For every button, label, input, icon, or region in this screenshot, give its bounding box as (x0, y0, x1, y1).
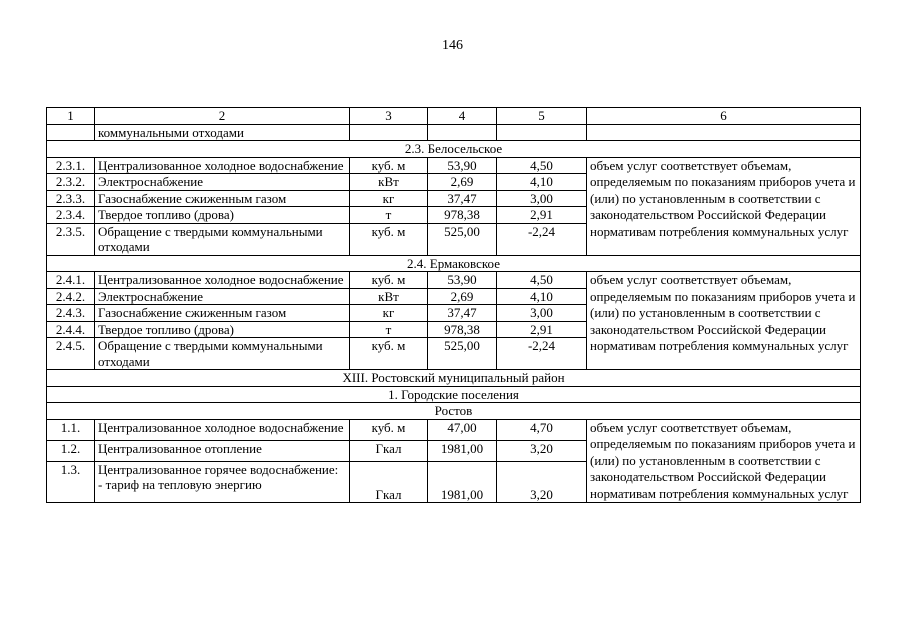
percent: 2,91 (497, 207, 587, 224)
service-name: Централизованное холодное водоснабжение (95, 272, 350, 289)
section-row (47, 370, 861, 387)
city-title: Ростов (47, 403, 861, 420)
row-number: 2.3.5. (47, 223, 95, 255)
value: 1981,00 (428, 461, 497, 502)
percent: 4,50 (497, 157, 587, 174)
table-row (47, 419, 861, 440)
service-name: Твердое топливо (дрова) (95, 321, 350, 338)
value: 525,00 (428, 338, 497, 370)
header-cell: 5 (497, 108, 587, 125)
unit: Гкал (350, 440, 428, 461)
tariff-table (46, 107, 861, 503)
percent: -2,24 (497, 338, 587, 370)
table-row (47, 157, 861, 174)
unit: куб. м (350, 223, 428, 255)
service-name-main: Централизованное горячее водоснабжение: (98, 461, 339, 477)
row-number: 2.3.3. (47, 190, 95, 207)
header-cell: 4 (428, 108, 497, 125)
percent: -2,24 (497, 223, 587, 255)
service-name: Централизованное холодное водоснабжение (95, 419, 350, 440)
service-name: Обращение с твердыми коммунальными отходами (95, 338, 350, 370)
service-name: Твердое топливо (дрова) (95, 207, 350, 224)
service-name: Централизованное холодное водоснабжение (95, 157, 350, 174)
header-cell: 3 (350, 108, 428, 125)
unit: кВт (350, 288, 428, 305)
row-number: 2.3.2. (47, 174, 95, 191)
value: 53,90 (428, 272, 497, 289)
header-row (47, 108, 861, 125)
district-title: XIII. Ростовский муниципальный район (47, 370, 861, 387)
value: 978,38 (428, 207, 497, 224)
percent: 3,20 (497, 461, 587, 502)
header-cell: 2 (95, 108, 350, 125)
unit: т (350, 321, 428, 338)
unit: куб. м (350, 157, 428, 174)
service-name: Электроснабжение (95, 174, 350, 191)
page-number: 146 (442, 38, 463, 53)
value: 1981,00 (428, 440, 497, 461)
service-name: Электроснабжение (95, 288, 350, 305)
percent: 4,10 (497, 288, 587, 305)
section-row (47, 386, 861, 403)
note-text: объем услуг соответствует объемам, определяемым по показаниям приборов учета и (или) по установленным в соответствии с законодательством Российской Федерации нормативам потребления коммунальных услуг (587, 157, 861, 255)
percent: 4,70 (497, 419, 587, 440)
row-number: 1.2. (47, 440, 95, 461)
section-title: 2.4. Ермаковское (47, 255, 861, 272)
value: 53,90 (428, 157, 497, 174)
value: 47,00 (428, 419, 497, 440)
percent: 3,20 (497, 440, 587, 461)
header-cell: 6 (587, 108, 861, 125)
note-text: объем услуг соответствует объемам, определяемым по показаниям приборов учета и (или) по установленным в соответствии с законодательством Российской Федерации нормативам потребления коммунальных услуг (587, 272, 861, 370)
percent: 3,00 (497, 305, 587, 322)
row-number: 1.1. (47, 419, 95, 440)
service-name: коммунальными отходами (95, 124, 350, 141)
unit: кВт (350, 174, 428, 191)
section-row (47, 255, 861, 272)
row-number: 2.4.2. (47, 288, 95, 305)
service-name-sub: - тариф на тепловую энергию (98, 477, 262, 493)
row-number: 2.3.4. (47, 207, 95, 224)
row-number: 2.4.4. (47, 321, 95, 338)
header-cell: 1 (47, 108, 95, 125)
row-number: 1.3. (47, 461, 95, 502)
value: 525,00 (428, 223, 497, 255)
percent: 3,00 (497, 190, 587, 207)
service-name: Централизованное отопление (95, 440, 350, 461)
table-row (47, 272, 861, 289)
percent: 2,91 (497, 321, 587, 338)
unit: т (350, 207, 428, 224)
value: 37,47 (428, 305, 497, 322)
unit: куб. м (350, 338, 428, 370)
service-name (95, 461, 350, 502)
percent: 4,10 (497, 174, 587, 191)
unit: кг (350, 190, 428, 207)
section-title: 2.3. Белосельское (47, 141, 861, 158)
unit: куб. м (350, 419, 428, 440)
row-number: 2.4.1. (47, 272, 95, 289)
service-name: Обращение с твердыми коммунальными отходами (95, 223, 350, 255)
value: 2,69 (428, 288, 497, 305)
service-name: Газоснабжение сжиженным газом (95, 190, 350, 207)
row-number: 2.4.5. (47, 338, 95, 370)
row-number: 2.4.3. (47, 305, 95, 322)
value: 37,47 (428, 190, 497, 207)
section-row (47, 403, 861, 420)
unit: куб. м (350, 272, 428, 289)
unit: кг (350, 305, 428, 322)
table-row (47, 124, 861, 141)
unit: Гкал (350, 461, 428, 502)
subsection-title: 1. Городские поселения (47, 386, 861, 403)
row-number: 2.3.1. (47, 157, 95, 174)
section-row (47, 141, 861, 158)
note-text: объем услуг соответствует объемам, определяемым по показаниям приборов учета и (или) по установленным в соответствии с законодательством Российской Федерации нормативам потребления коммунальных услуг (587, 419, 861, 503)
value: 978,38 (428, 321, 497, 338)
percent: 4,50 (497, 272, 587, 289)
service-name: Газоснабжение сжиженным газом (95, 305, 350, 322)
value: 2,69 (428, 174, 497, 191)
